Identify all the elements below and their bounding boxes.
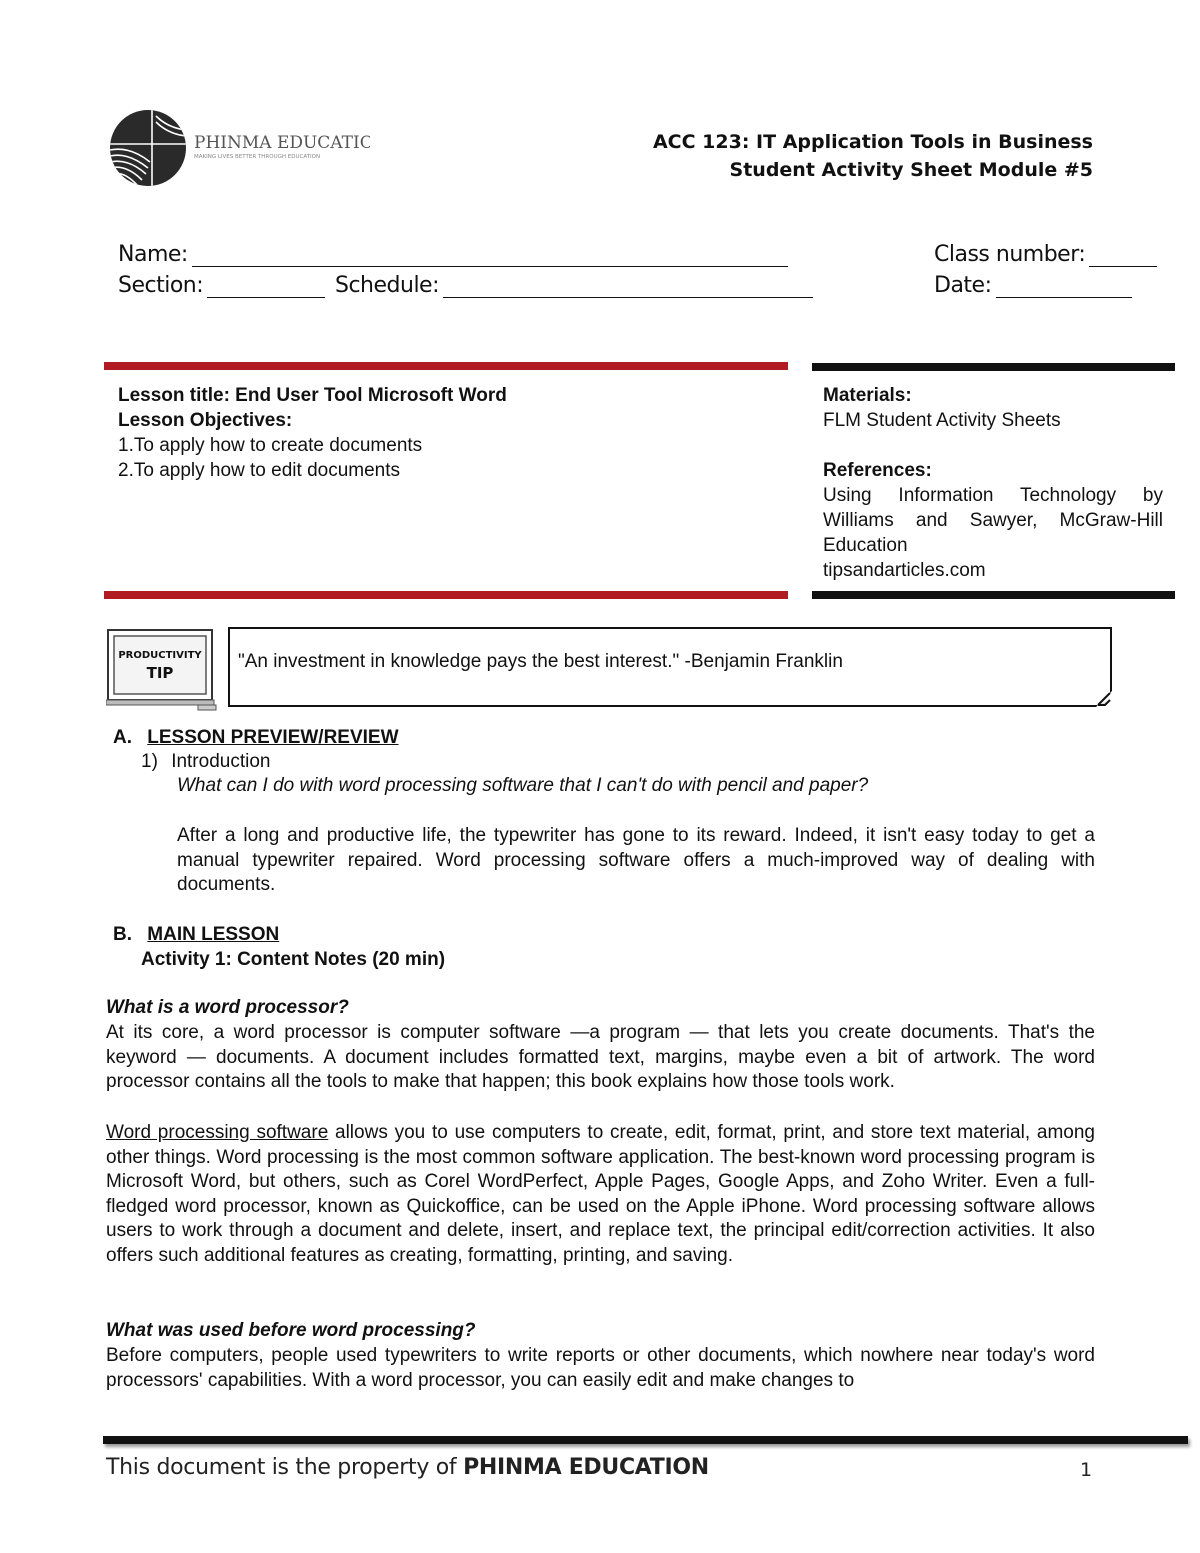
course-header <box>653 128 1093 184</box>
schedule-label: Schedule: <box>335 273 440 298</box>
top-rule-left <box>104 362 788 370</box>
objective-item: 2.To apply how to edit documents <box>118 460 401 481</box>
logo-text: PHINMA EDUCATION <box>194 133 370 153</box>
word-processing-term: Word processing software <box>106 1122 329 1143</box>
quote-text: "An investment in knowledge pays the best interest." -Benjamin Franklin <box>238 651 843 672</box>
section-b-letter: B. <box>113 924 132 945</box>
materials-label: Materials: <box>823 385 912 406</box>
top-rule-right <box>812 363 1175 371</box>
intro-label: Introduction <box>171 751 271 772</box>
class-number-label: Class number: <box>934 242 1086 267</box>
word-processing-paragraph <box>106 1121 1095 1269</box>
lesson-info <box>118 383 778 483</box>
section-label: Section: <box>118 273 204 298</box>
footer-text <box>106 1455 709 1480</box>
quote-box <box>228 627 1112 707</box>
intro-number: 1) <box>141 751 158 772</box>
section-a-letter: A. <box>113 727 132 748</box>
course-title: ACC 123: IT Application Tools in Business <box>652 131 1093 153</box>
date-field <box>934 273 1132 298</box>
module-title: Student Activity Sheet Module #5 <box>729 159 1093 181</box>
objective-item: 1.To apply how to create documents <box>118 435 423 456</box>
q1-heading: What is a word processor? <box>106 997 349 1018</box>
section-b-heading <box>113 922 279 947</box>
reference-item: Using Information Technology by Williams and Sawyer, McGraw-Hill Education <box>823 485 1163 556</box>
materials-references <box>823 383 1163 583</box>
q2-paragraph: Before computers, people used typewriters to write reports or other documents, which nowhere near today's word processors' capabilities. With a word processor, you can easily edit and make changes to <box>106 1345 1095 1391</box>
phinma-emblem-icon <box>108 108 370 188</box>
references-label: References: <box>823 460 932 481</box>
section-field <box>118 273 325 298</box>
footer-rule <box>103 1436 1188 1444</box>
section-b-title: MAIN LESSON <box>147 924 280 945</box>
intro-item <box>141 749 270 774</box>
lesson-title: Lesson title: End User Tool Microsoft Word <box>118 385 507 406</box>
section-input-line[interactable] <box>207 275 325 298</box>
class-number-input-line[interactable] <box>1089 244 1157 267</box>
intro-paragraph: After a long and productive life, the typewriter has gone to its reward. Indeed, it isn't easy today to get a manual typewriter repaired. Word processing software offers a much-improved way of dealing with documents. <box>177 825 1095 896</box>
word-processing-text: allows you to use computers to create, edit, format, print, and store text material, among other things. Word processing is the most common software application. The best-known word processing program is Microsoft Word, but others, such as Corel WordPerfect, Apple Pages, Google Apps, and Zoho Writer. Even a full-fledged word processor, known as Quickoffice, can be used on the Apple iPhone. Word processing software allows users to work through a document and delete, insert, and replace text, the principal edit/correction activities. It also offers such additional features as creating, formatting, printing, and saving. <box>106 1122 1095 1266</box>
intro-question: What can I do with word processing software that I can't do with pencil and paper? <box>177 775 869 796</box>
name-input-line[interactable] <box>192 244 788 267</box>
section-a-heading <box>113 725 399 750</box>
section-a-title: LESSON PREVIEW/REVIEW <box>147 727 399 748</box>
tip-icon-line1: PRODUCTIVITY <box>118 650 202 661</box>
date-label: Date: <box>934 273 992 298</box>
footer-prefix: This document is the property of <box>106 1455 464 1480</box>
page-number: 1 <box>1080 1459 1093 1481</box>
activity-heading: Activity 1: Content Notes (20 min) <box>141 949 446 970</box>
footer-owner: PHINMA EDUCATION <box>463 1455 709 1480</box>
schedule-field <box>335 273 813 298</box>
bottom-rule-right <box>812 591 1175 599</box>
productivity-tip-icon <box>106 628 218 712</box>
schedule-input-line[interactable] <box>443 275 813 298</box>
name-label: Name: <box>118 242 188 267</box>
phinma-logo <box>108 108 370 188</box>
name-field <box>118 242 788 267</box>
materials-value: FLM Student Activity Sheets <box>823 410 1061 431</box>
class-number-field <box>934 242 1157 267</box>
page-fold-icon <box>1095 690 1113 708</box>
date-input-line[interactable] <box>996 275 1132 298</box>
objectives-label: Lesson Objectives: <box>118 410 293 431</box>
q1-paragraph: At its core, a word processor is computer software —a program — that lets you create documents. That's the keyword — documents. A document includes formatted text, margins, maybe even a bit of artwork. The word processor contains all the tools to make that happen; this book explains how those tools work. <box>106 1022 1095 1093</box>
tip-icon-line2: TIP <box>146 664 174 682</box>
logo-tagline: MAKING LIVES BETTER THROUGH EDUCATION <box>194 154 321 160</box>
reference-item: tipsandarticles.com <box>823 560 986 581</box>
q2-heading: What was used before word processing? <box>106 1320 476 1341</box>
bottom-rule-left <box>104 591 788 599</box>
